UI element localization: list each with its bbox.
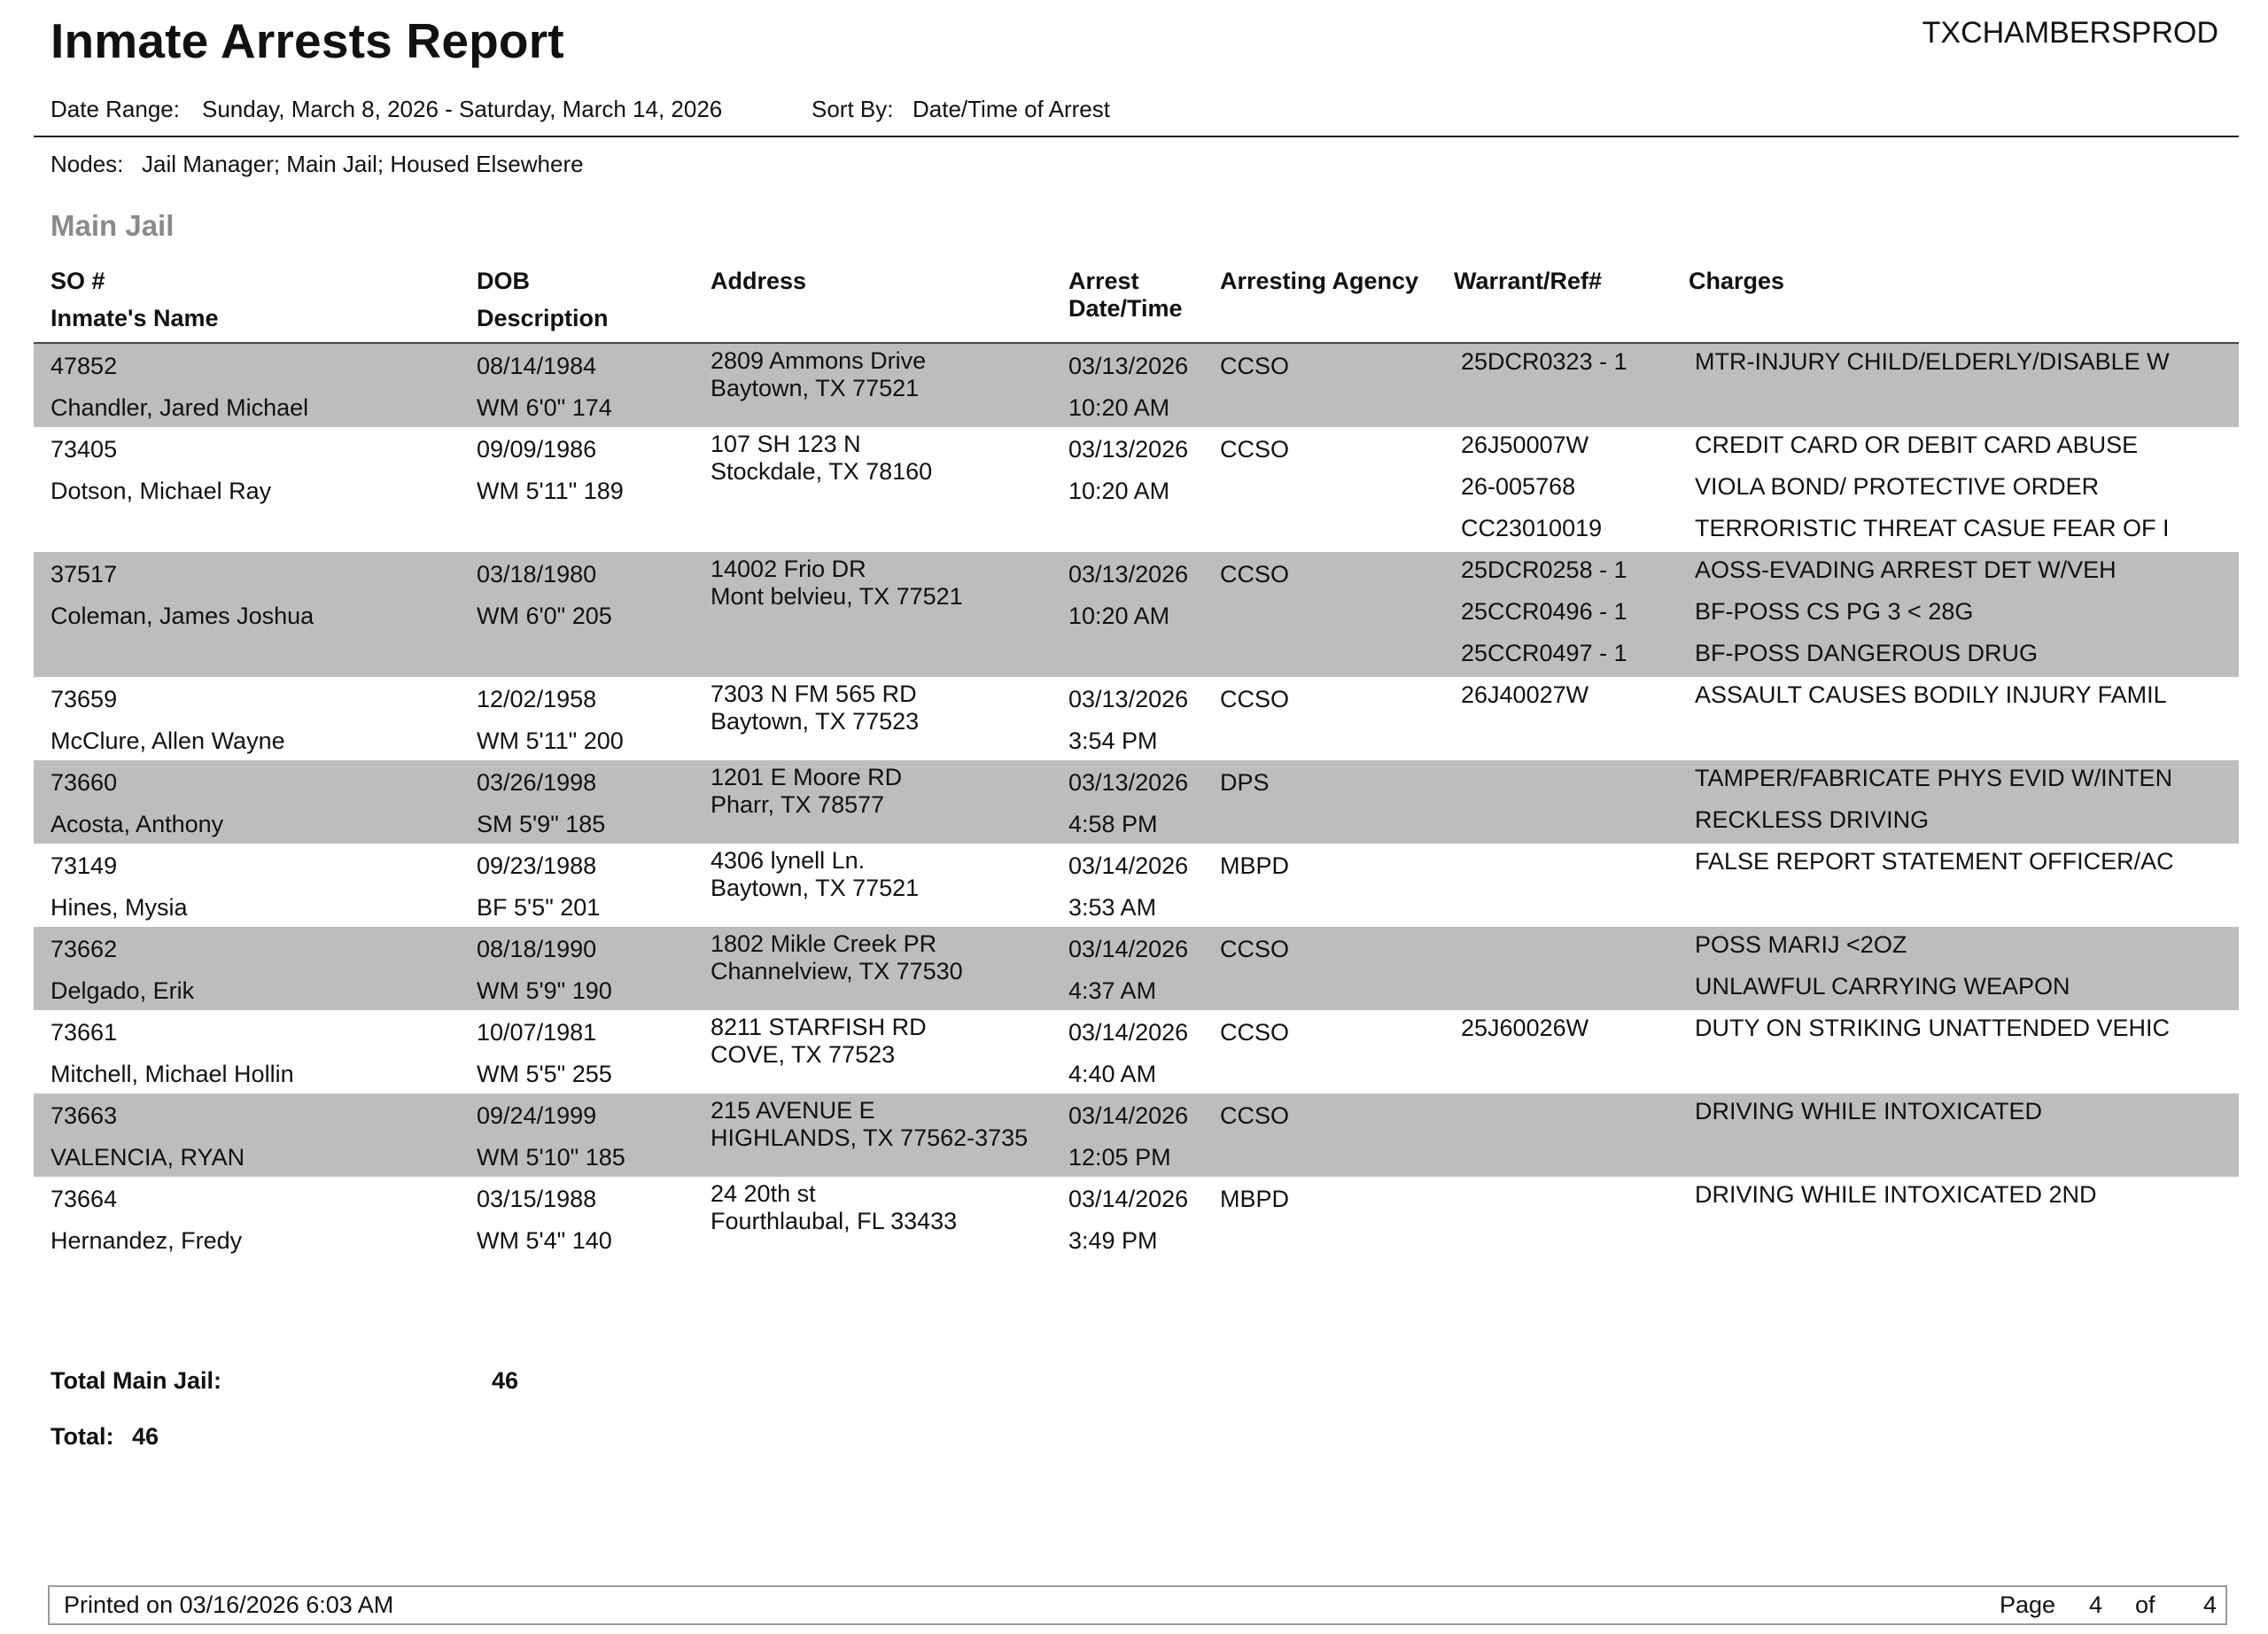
arrest-date: 03/14/2026 — [1068, 1102, 1189, 1129]
arrest-date: 03/13/2026 — [1068, 353, 1189, 379]
sort-by-value: Date/Time of Arrest — [913, 96, 1110, 122]
section-title: Main Jail — [50, 209, 175, 242]
description: WM 5'9" 190 — [477, 977, 612, 1004]
col-header-datetime: Date/Time — [1068, 295, 1183, 322]
inmate-name: Chandler, Jared Michael — [50, 394, 309, 421]
arrest-time: 4:40 AM — [1068, 1061, 1157, 1087]
arrest-time: 10:20 AM — [1068, 478, 1170, 504]
description: SM 5'9" 185 — [477, 811, 606, 837]
warrant-ref: CC23010019 — [1461, 515, 1603, 541]
system-name: TXCHAMBERSPROD — [1922, 16, 2218, 50]
arrest-date: 03/14/2026 — [1068, 1186, 1189, 1212]
inmate-name: Mitchell, Michael Hollin — [50, 1061, 294, 1087]
charge: VIOLA BOND/ PROTECTIVE ORDER — [1695, 473, 2100, 500]
table-row — [34, 1177, 2239, 1260]
table-row — [34, 677, 2239, 760]
charge: RECKLESS DRIVING — [1695, 806, 1930, 833]
col-header-address: Address — [711, 268, 807, 294]
so-number: 73664 — [50, 1186, 118, 1212]
arresting-agency: CCSO — [1220, 686, 1290, 712]
arrest-time: 3:54 PM — [1068, 728, 1158, 754]
col-header-so: SO # — [50, 268, 105, 294]
dob: 10/07/1981 — [477, 1019, 597, 1046]
grand-total-value: 46 — [132, 1423, 159, 1450]
arresting-agency: CCSO — [1220, 561, 1290, 587]
dob: 09/24/1999 — [477, 1102, 597, 1129]
address-line1: 215 AVENUE E — [711, 1097, 875, 1124]
address-line2: COVE, TX 77523 — [711, 1041, 896, 1068]
address-line2: Baytown, TX 77521 — [711, 875, 920, 901]
arresting-agency: CCSO — [1220, 436, 1290, 463]
charge: DUTY ON STRIKING UNATTENDED VEHIC — [1695, 1015, 2171, 1041]
of-label: of — [2135, 1591, 2155, 1618]
warrant-ref: 25DCR0258 - 1 — [1461, 556, 1627, 583]
charge: UNLAWFUL CARRYING WEAPON — [1695, 973, 2070, 1000]
so-number: 73661 — [50, 1019, 118, 1046]
charge: BF-POSS CS PG 3 < 28G — [1695, 598, 1974, 625]
address-line2: HIGHLANDS, TX 77562-3735 — [711, 1124, 1029, 1151]
arresting-agency: DPS — [1220, 769, 1270, 796]
address-line2: Stockdale, TX 78160 — [711, 458, 933, 485]
inmate-name: McClure, Allen Wayne — [50, 728, 285, 754]
address-line2: Pharr, TX 78577 — [711, 791, 885, 818]
charge: TERRORISTIC THREAT CASUE FEAR OF I — [1695, 515, 2170, 541]
charge: FALSE REPORT STATEMENT OFFICER/AC — [1695, 848, 2174, 875]
arrest-date: 03/14/2026 — [1068, 852, 1189, 879]
address-line2: Baytown, TX 77523 — [711, 708, 920, 735]
address-line1: 14002 Frio DR — [711, 556, 866, 582]
so-number: 37517 — [50, 561, 118, 587]
page-count: 4 — [2203, 1591, 2218, 1618]
arresting-agency: CCSO — [1220, 1019, 1290, 1046]
arresting-agency: CCSO — [1220, 1102, 1290, 1129]
description: WM 5'11" 189 — [477, 478, 624, 504]
arrest-date: 03/13/2026 — [1068, 436, 1189, 463]
arresting-agency: CCSO — [1220, 936, 1290, 962]
description: WM 5'11" 200 — [477, 728, 624, 754]
warrant-ref: 25J60026W — [1461, 1015, 1589, 1041]
date-range-value: Sunday, March 8, 2026 - Saturday, March 14, 2026 — [202, 96, 723, 122]
report-title: Inmate Arrests Report — [50, 13, 564, 68]
col-header-arrest: Arrest — [1068, 268, 1139, 294]
arrest-date: 03/13/2026 — [1068, 561, 1189, 587]
dob: 03/26/1998 — [477, 769, 597, 796]
arrest-time: 4:37 AM — [1068, 977, 1157, 1004]
arrest-time: 12:05 PM — [1068, 1144, 1171, 1171]
printed-on: Printed on 03/16/2026 6:03 AM — [64, 1591, 394, 1618]
description: WM 5'4" 140 — [477, 1227, 612, 1254]
total-main-jail-label: Total Main Jail: — [50, 1367, 222, 1394]
warrant-ref: 25CCR0496 - 1 — [1461, 598, 1627, 625]
charge: ASSAULT CAUSES BODILY INJURY FAMIL — [1695, 681, 2167, 708]
arrest-time: 3:53 AM — [1068, 894, 1157, 921]
table-row — [34, 1010, 2239, 1093]
inmate-name: Delgado, Erik — [50, 977, 195, 1004]
col-header-warrant: Warrant/Ref# — [1454, 268, 1603, 294]
col-header-agency: Arresting Agency — [1220, 268, 1419, 294]
address-line2: Mont belvieu, TX 77521 — [711, 583, 963, 610]
arrest-time: 10:20 AM — [1068, 603, 1170, 629]
address-line1: 7303 N FM 565 RD — [711, 681, 917, 707]
inmate-name: Dotson, Michael Ray — [50, 478, 272, 504]
table-row — [34, 344, 2239, 427]
page-number: 4 — [2089, 1591, 2103, 1618]
header-divider — [34, 136, 2239, 137]
table-row — [34, 760, 2239, 844]
col-header-charges: Charges — [1689, 268, 1785, 294]
address-line1: 2809 Ammons Drive — [711, 347, 927, 374]
description: WM 6'0" 174 — [477, 394, 612, 421]
description: WM 5'10" 185 — [477, 1144, 625, 1171]
total-main-jail-value: 46 — [492, 1367, 519, 1394]
col-header-name: Inmate's Name — [50, 305, 219, 331]
charge: POSS MARIJ <2OZ — [1695, 931, 1907, 958]
nodes-value: Jail Manager; Main Jail; Housed Elsewhere — [142, 151, 584, 177]
page-label: Page — [2000, 1591, 2056, 1618]
address-line1: 1201 E Moore RD — [711, 764, 903, 790]
arresting-agency: MBPD — [1220, 852, 1290, 879]
arrest-time: 4:58 PM — [1068, 811, 1158, 837]
table-row — [34, 427, 2239, 552]
inmate-name: Hernandez, Fredy — [50, 1227, 243, 1254]
charge: BF-POSS DANGEROUS DRUG — [1695, 640, 2039, 666]
col-header-description: Description — [477, 305, 609, 331]
inmate-name: Acosta, Anthony — [50, 811, 224, 837]
warrant-ref: 26-005768 — [1461, 473, 1576, 500]
dob: 09/23/1988 — [477, 852, 597, 879]
col-header-dob: DOB — [477, 268, 530, 294]
charge: AOSS-EVADING ARREST DET W/VEH — [1695, 556, 2117, 583]
dob: 03/15/1988 — [477, 1186, 597, 1212]
so-number: 73663 — [50, 1102, 118, 1129]
dob: 08/18/1990 — [477, 936, 597, 962]
arresting-agency: MBPD — [1220, 1186, 1290, 1212]
so-number: 73659 — [50, 686, 118, 712]
charge: TAMPER/FABRICATE PHYS EVID W/INTEN — [1695, 765, 2173, 791]
arrest-time: 10:20 AM — [1068, 394, 1170, 421]
sort-by-label: Sort By: — [812, 96, 894, 122]
charge: DRIVING WHILE INTOXICATED 2ND — [1695, 1181, 2097, 1208]
dob: 12/02/1958 — [477, 686, 597, 712]
description: WM 6'0" 205 — [477, 603, 612, 629]
arrest-date: 03/13/2026 — [1068, 686, 1189, 712]
warrant-ref: 26J40027W — [1461, 681, 1589, 708]
dob: 03/18/1980 — [477, 561, 597, 587]
so-number: 73662 — [50, 936, 118, 962]
arrest-date: 03/13/2026 — [1068, 769, 1189, 796]
dob: 09/09/1986 — [477, 436, 597, 463]
address-line1: 4306 lynell Ln. — [711, 847, 866, 874]
table-row — [34, 1093, 2239, 1177]
arrest-date: 03/14/2026 — [1068, 1019, 1189, 1046]
address-line2: Baytown, TX 77521 — [711, 375, 920, 401]
warrant-ref: 25DCR0323 - 1 — [1461, 348, 1627, 375]
arrest-table — [0, 344, 2268, 1265]
table-row — [34, 927, 2239, 1010]
table-row — [34, 552, 2239, 677]
so-number: 73149 — [50, 852, 118, 879]
charge: CREDIT CARD OR DEBIT CARD ABUSE — [1695, 432, 2139, 458]
so-number: 73660 — [50, 769, 118, 796]
address-line1: 24 20th st — [711, 1180, 816, 1207]
description: WM 5'5" 255 — [477, 1061, 612, 1087]
inmate-name: Hines, Mysia — [50, 894, 188, 921]
charge: MTR-INJURY CHILD/ELDERLY/DISABLE W — [1695, 348, 2170, 375]
dob: 08/14/1984 — [477, 353, 597, 379]
date-range-label: Date Range: — [50, 96, 180, 122]
warrant-ref: 25CCR0497 - 1 — [1461, 640, 1627, 666]
warrant-ref: 26J50007W — [1461, 432, 1589, 458]
arrest-date: 03/14/2026 — [1068, 936, 1189, 962]
inmate-name: Coleman, James Joshua — [50, 603, 315, 629]
so-number: 73405 — [50, 436, 118, 463]
table-row — [34, 844, 2239, 927]
so-number: 47852 — [50, 353, 118, 379]
address-line1: 8211 STARFISH RD — [711, 1014, 927, 1040]
description: BF 5'5" 201 — [477, 894, 601, 921]
address-line1: 107 SH 123 N — [711, 431, 861, 457]
address-line1: 1802 Mikle Creek PR — [711, 930, 937, 957]
arresting-agency: CCSO — [1220, 353, 1290, 379]
grand-total-label: Total: — [50, 1423, 114, 1450]
address-line2: Channelview, TX 77530 — [711, 958, 963, 984]
nodes-label: Nodes: — [50, 151, 124, 177]
inmate-name: VALENCIA, RYAN — [50, 1144, 245, 1171]
charge: DRIVING WHILE INTOXICATED — [1695, 1098, 2043, 1124]
arrest-time: 3:49 PM — [1068, 1227, 1158, 1254]
address-line2: Fourthlaubal, FL 33433 — [711, 1208, 958, 1234]
